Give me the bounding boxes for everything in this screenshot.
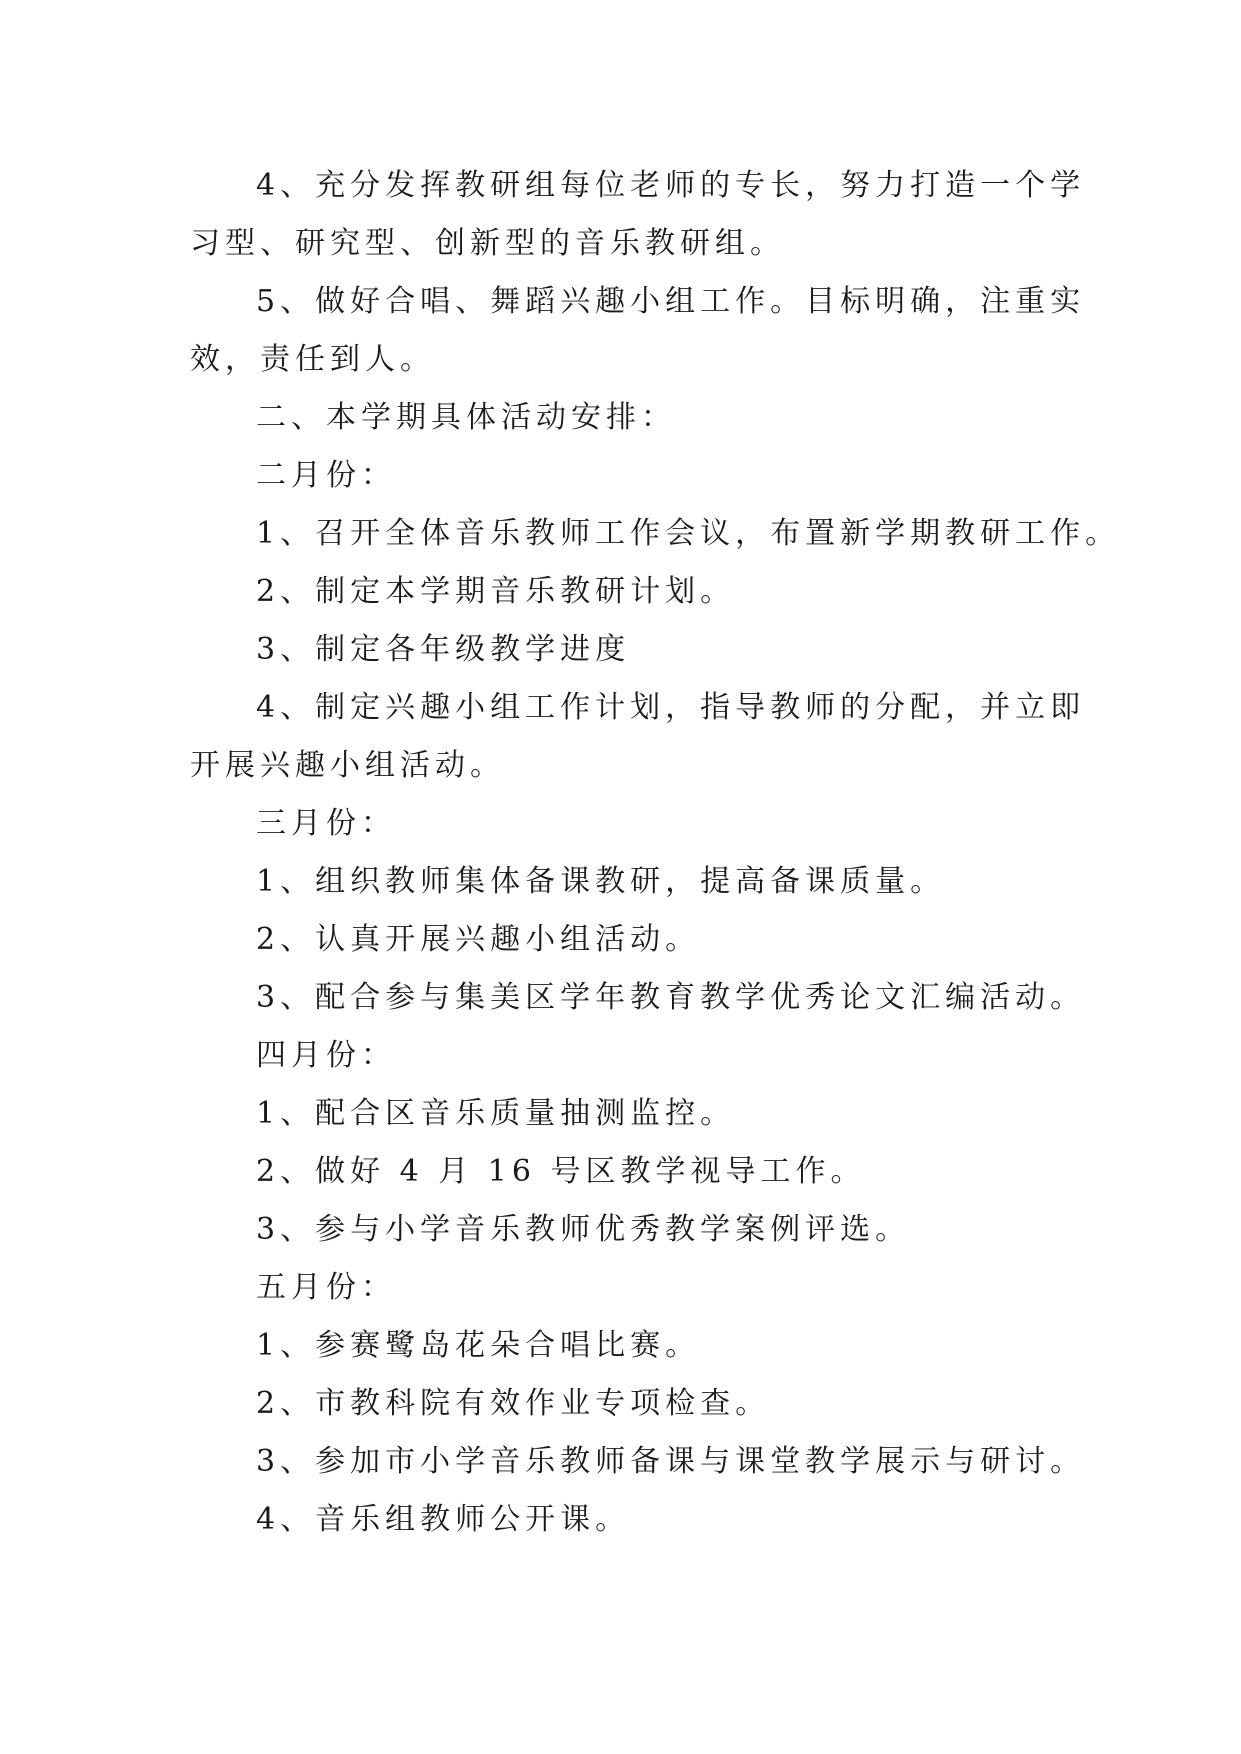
list-item: 2、制定本学期音乐教研计划。 <box>256 574 736 609</box>
month-heading: 四月份： <box>256 1038 396 1073</box>
month-heading: 五月份： <box>256 1270 396 1305</box>
list-item: 3、制定各年级教学进度 <box>256 632 631 667</box>
paragraph-line: 5、做好合唱、舞蹈兴趣小组工作。目标明确，注重实 <box>256 284 1086 319</box>
list-item: 2、做好 4 月 16 号区教学视导工作。 <box>256 1154 866 1189</box>
section-heading: 二、本学期具体活动安排： <box>256 400 676 435</box>
month-heading: 三月份： <box>256 806 396 841</box>
list-item: 3、配合参与集美区学年教育教学优秀论文汇编活动。 <box>256 980 1086 1015</box>
month-heading: 二月份： <box>256 458 396 493</box>
list-item: 3、参与小学音乐教师优秀教学案例评选。 <box>256 1212 911 1247</box>
list-item: 1、组织教师集体备课教研，提高备课质量。 <box>256 864 946 899</box>
paragraph-line: 习型、研究型、创新型的音乐教研组。 <box>190 226 785 261</box>
paragraph-line: 4、充分发挥教研组每位老师的专长，努力打造一个学 <box>256 168 1086 203</box>
list-item: 1、参赛鹭岛花朵合唱比赛。 <box>256 1328 701 1363</box>
list-item: 4、制定兴趣小组工作计划，指导教师的分配，并立即 <box>256 690 1086 725</box>
list-item-continuation: 开展兴趣小组活动。 <box>190 748 505 783</box>
paragraph-line: 效，责任到人。 <box>190 342 435 377</box>
list-item: 1、召开全体音乐教师工作会议，布置新学期教研工作。 <box>256 516 1121 551</box>
list-item: 4、音乐组教师公开课。 <box>256 1502 631 1537</box>
list-item: 1、配合区音乐质量抽测监控。 <box>256 1096 736 1131</box>
list-item: 2、认真开展兴趣小组活动。 <box>256 922 701 957</box>
list-item: 2、市教科院有效作业专项检查。 <box>256 1386 771 1421</box>
list-item: 3、参加市小学音乐教师备课与课堂教学展示与研讨。 <box>256 1444 1086 1479</box>
